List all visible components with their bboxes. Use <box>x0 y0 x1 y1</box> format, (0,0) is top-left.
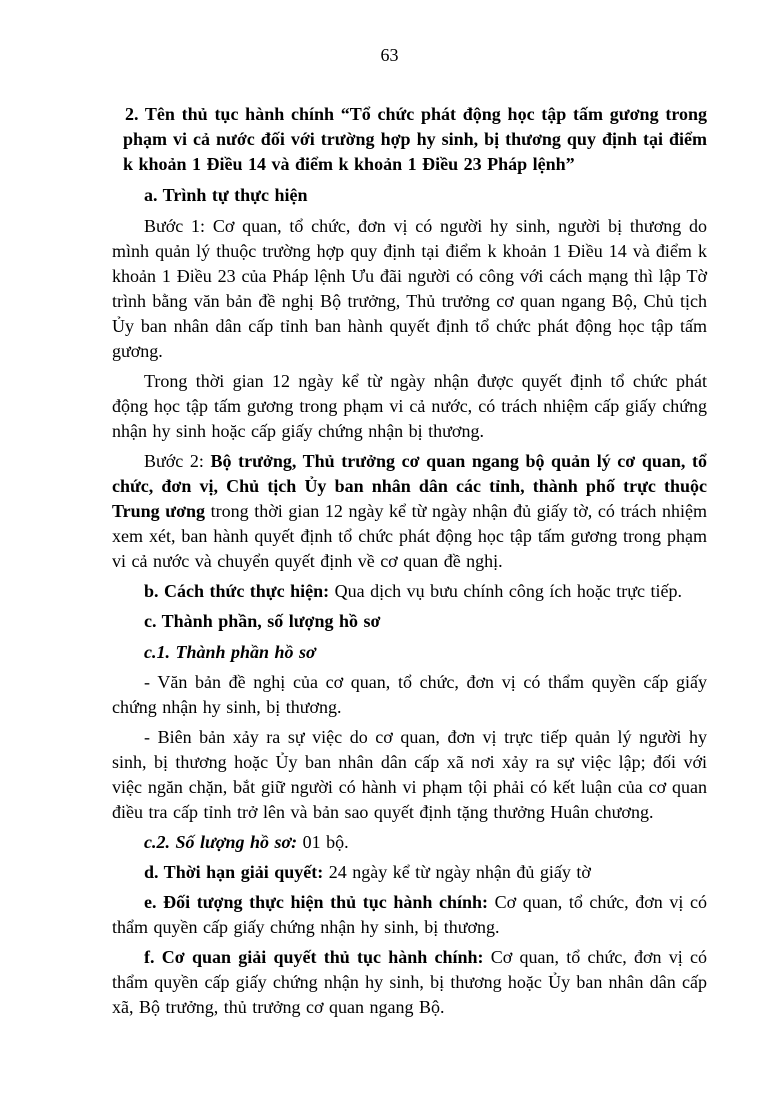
section-e-label: e. Đối tượng thực hiện thủ tục hành chính: <box>144 892 488 912</box>
section-c2-line <box>112 830 707 855</box>
section-c2-label: c.2. Số lượng hồ sơ: <box>144 832 298 852</box>
section-e-line <box>112 890 707 940</box>
procedure-title-heading: 2. Tên thủ tục hành chính “Tổ chức phát động học tập tấm gương trong phạm vi cả nước đối với trường hợp hy sinh, bị thương quy định tại điểm k khoản 1 Điều 14 và điểm k khoản 1 Điều 23 Pháp lệnh” <box>123 104 707 174</box>
section-f-text: Cơ quan, tổ chức, đơn vị có thẩm quyền cấp giấy chứng nhận hy sinh, bị thương hoặc Ủy ban nhân dân cấp xã, Bộ trưởng, thủ trưởng cơ quan ngang Bộ. <box>112 947 708 1017</box>
section-c-heading: c. Thành phần, số lượng hồ sơ <box>144 611 381 631</box>
dossier-item-1: - Văn bản đề nghị của cơ quan, tổ chức, đơn vị có thẩm quyền cấp giấy chứng nhận hy sinh, bị thương. <box>112 672 707 717</box>
section-f-label: f. Cơ quan giải quyết thủ tục hành chính: <box>144 947 484 967</box>
page-number: 63 <box>380 45 399 65</box>
document-content <box>0 102 779 1020</box>
step2-prefix: Bước 2: <box>144 451 211 471</box>
paragraph-step2 <box>112 449 707 574</box>
step2-bold-text: Bộ trưởng, Thủ trưởng cơ quan ngang bộ quản lý cơ quan, tổ chức, đơn vị, Chủ tịch Ủy ban nhân dân các tỉnh, thành phố trực thuộc Trung ương <box>112 451 707 521</box>
dossier-item-2: - Biên bản xảy ra sự việc do cơ quan, đơn vị trực tiếp quản lý người hy sinh, bị thương hoặc Ủy ban nhân dân cấp xã nơi xảy ra sự việc lập; đối với việc ngăn chặn, bắt giữ người có hành vi phạm tội phải có kết luận của cơ quan điều tra cấp tỉnh trở lên và bản sao quyết định tặng thưởng Huân chương. <box>112 727 707 822</box>
paragraph-timing: Trong thời gian 12 ngày kể từ ngày nhận được quyết định tổ chức phát động học tập tấm gương trong phạm vi cả nước, có trách nhiệm cấp giấy chứng nhận hy sinh hoặc cấp giấy chứng nhận bị thương. <box>112 371 707 441</box>
section-b-text: Qua dịch vụ bưu chính công ích hoặc trực tiếp. <box>329 581 683 601</box>
section-d-text: 24 ngày kể từ ngày nhận đủ giấy tờ <box>323 862 591 882</box>
section-c1-heading <box>112 640 707 665</box>
section-f-line <box>112 945 707 1020</box>
section-d-line <box>112 860 707 885</box>
section-a-heading: a. Trình tự thực hiện <box>144 185 308 205</box>
step2-rest-text: trong thời gian 12 ngày kể từ ngày nhận đủ giấy tờ, có trách nhiệm xem xét, ban hành quyết định tổ chức phát động học tập tấm gương trong phạm vi cả nước và chuyển quyết định về cơ quan đề nghị. <box>112 501 707 571</box>
paragraph-step1: Bước 1: Cơ quan, tổ chức, đơn vị có người hy sinh, người bị thương do mình quản lý thuộc trường hợp quy định tại điểm k khoản 1 Điều 14 và điểm k khoản 1 Điều 23 của Pháp lệnh Ưu đãi người có công với cách mạng thì lập Tờ trình bằng văn bản đề nghị Bộ trưởng, Thủ trưởng cơ quan ngang Bộ, Chủ tịch Ủy ban nhân dân cấp tỉnh ban hành quyết định tổ chức phát động học tập tấm gương. <box>112 216 707 361</box>
section-b-label: b. Cách thức thực hiện: <box>144 581 330 601</box>
section-d-label: d. Thời hạn giải quyết: <box>144 862 324 882</box>
section-e-text: Cơ quan, tổ chức, đơn vị có thẩm quyền cấp giấy chứng nhận hy sinh, bị thương. <box>112 892 707 937</box>
section-c2-text: 01 bộ. <box>297 832 349 852</box>
section-c1-title: c.1. Thành phần hồ sơ <box>144 642 316 662</box>
section-b-line <box>112 579 707 604</box>
